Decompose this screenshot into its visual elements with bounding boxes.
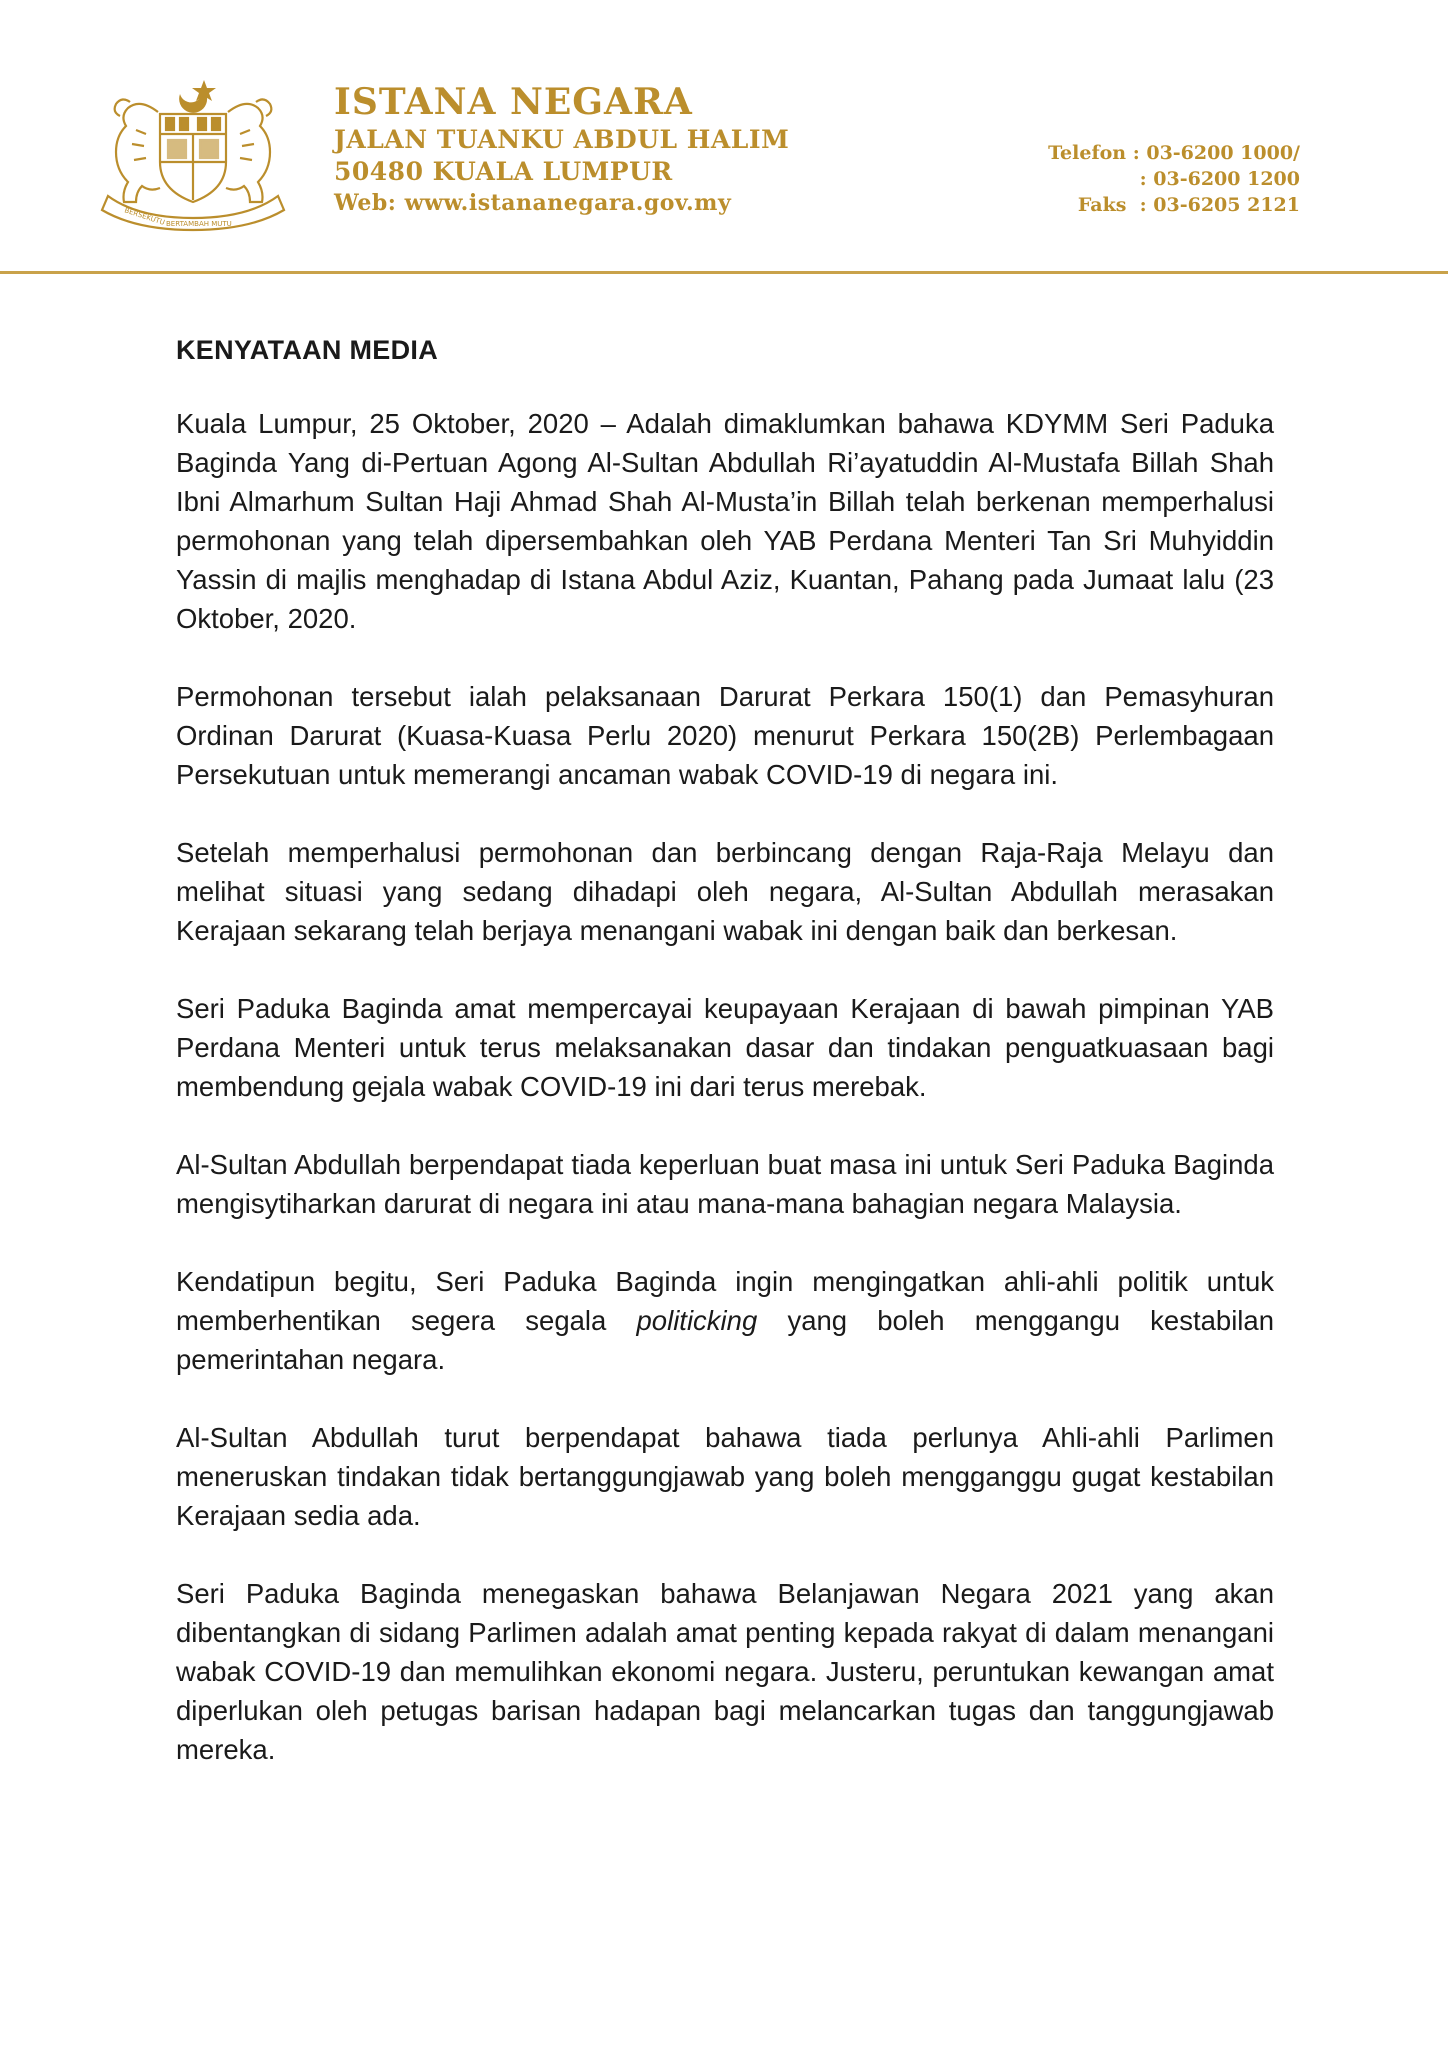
- paragraph-3: Setelah memperhalusi permohonan dan berbincang dengan Raja-Raja Melayu dan melihat situasi yang sedang dihadapi oleh negara, Al-Sultan Abdullah merasakan Kerajaan sekarang telah berjaya menangani wabak ini dengan baik dan berkesan.: [176, 837, 1274, 946]
- letterhead-divider: [0, 271, 1448, 274]
- paragraph-6-text-a: Kendatipun begitu, Seri Paduka Baginda ingin mengingatkan ahli-ahli politik untuk memberhentikan segera segala: [176, 1266, 1274, 1336]
- coat-of-arms-icon: [88, 72, 298, 232]
- address-line-1: JALAN TUANKU ABDUL HALIM: [334, 125, 790, 154]
- statement-heading: KENYATAAN MEDIA: [176, 335, 439, 365]
- organization-block: [334, 80, 789, 218]
- telephone-line-1: Telefon : 03-6200 1000/: [1048, 142, 1300, 164]
- paragraph-2: Permohonan tersebut ialah pelaksanaan Darurat Perkara 150(1) dan Pemasyhuran Ordinan Darurat (Kuasa-Kuasa Perlu 2020) menurut Perkara 150(2B) Perlembagaan Persekutuan untuk memerangi ancaman wabak COVID-19 di negara ini.: [176, 681, 1274, 790]
- paragraph-6-text-b: yang boleh menggangu kestabilan pemerintahan negara.: [176, 1305, 1274, 1375]
- paragraph-4: Seri Paduka Baginda amat mempercayai keupayaan Kerajaan di bawah pimpinan YAB Perdana Menteri untuk terus melaksanakan dasar dan tindakan penguatkuasaan bagi membendung gejala wabak COVID-19 ini dari terus merebak.: [176, 993, 1274, 1102]
- address-line-2: 50480 KUALA LUMPUR: [334, 157, 673, 186]
- paragraph-5: Al-Sultan Abdullah berpendapat tiada keperluan buat masa ini untuk Seri Paduka Baginda mengisytiharkan darurat di negara ini atau mana-mana bahagian negara Malaysia.: [176, 1149, 1274, 1219]
- contact-block: [1048, 140, 1300, 218]
- telephone-line-2: : 03-6200 1200: [1139, 168, 1300, 190]
- fax-line: Faks : 03-6205 2121: [1077, 194, 1300, 216]
- statement-body: [176, 335, 1274, 1808]
- paragraph-1: Kuala Lumpur, 25 Oktober, 2020 – Adalah dimaklumkan bahawa KDYMM Seri Paduka Baginda Yang di-Pertuan Agong Al-Sultan Abdullah Ri’ayatuddin Al-Mustafa Billah Shah Ibni Almarhum Sultan Haji Ahmad Shah Al-Musta’in Billah telah berkenan memperhalusi permohonan yang telah dipersembahkan oleh YAB Perdana Menteri Tan Sri Muhyiddin Yassin di majlis menghadap di Istana Abdul Aziz, Kuantan, Pahang pada Jumaat lalu (23 Oktober, 2020.: [176, 408, 1274, 634]
- paragraph-6-italic-term: politicking: [636, 1305, 758, 1336]
- website-address: Web: www.istananegara.gov.my: [334, 190, 732, 216]
- paragraph-7: Al-Sultan Abdullah turut berpendapat bahawa tiada perlunya Ahli-ahli Parlimen meneruskan tindakan tidak bertanggungjawab yang boleh mengganggu gugat kestabilan Kerajaan sedia ada.: [176, 1422, 1274, 1531]
- svg-text:BERSEKUTU: BERSEKUTU: [123, 206, 166, 227]
- paragraph-6: [176, 1262, 1274, 1379]
- svg-text:BERTAMBAH MUTU: BERTAMBAH MUTU: [166, 220, 232, 228]
- letterhead: [0, 0, 1448, 272]
- organization-name: ISTANA NEGARA: [334, 81, 693, 123]
- paragraph-8: Seri Paduka Baginda menegaskan bahawa Belanjawan Negara 2021 yang akan dibentangkan di sidang Parlimen adalah amat penting kepada rakyat di dalam menangani wabak COVID-19 dan memulihkan ekonomi negara. Justeru, peruntukan kewangan amat diperlukan oleh petugas barisan hadapan bagi melancarkan tugas dan tanggungjawab mereka.: [176, 1578, 1274, 1765]
